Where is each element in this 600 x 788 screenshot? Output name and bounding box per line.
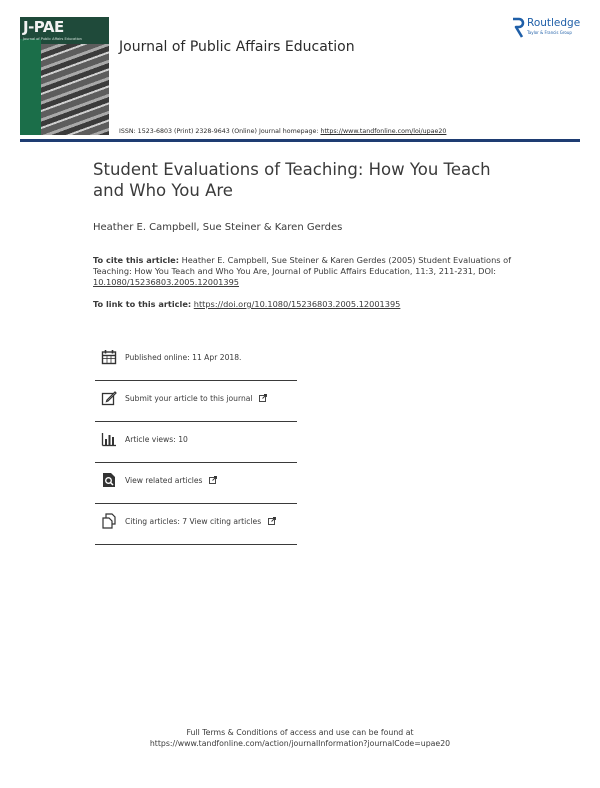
submit-article-row[interactable] <box>95 381 297 422</box>
citing-articles-row[interactable] <box>95 504 297 545</box>
related-articles-label[interactable]: View related articles <box>125 476 203 485</box>
article-views-row <box>95 422 297 463</box>
article-title: Student Evaluations of Teaching: How You Teach and Who You Are <box>93 160 491 200</box>
routledge-logo-icon <box>511 17 525 39</box>
article-authors: Heather E. Campbell, Sue Steiner & Karen Gerdes <box>93 222 343 233</box>
article-info-list <box>95 340 297 545</box>
external-link-icon <box>209 476 217 484</box>
citing-articles-link[interactable] <box>125 517 276 526</box>
search-document-icon <box>101 472 117 488</box>
cover-title: J-PAE <box>23 18 64 36</box>
journal-title: Journal of Public Affairs Education <box>119 39 355 55</box>
issn-line <box>119 128 446 135</box>
citing-documents-icon <box>101 513 117 529</box>
article-views-label: Article views: 10 <box>125 435 188 444</box>
header-rule <box>20 139 580 142</box>
journal-cover-image <box>20 17 109 135</box>
article-link-line <box>93 299 400 309</box>
publisher-logo-subtext: Taylor & Francis Group <box>527 30 572 35</box>
footer-terms <box>0 727 600 749</box>
related-articles-link[interactable] <box>125 476 217 485</box>
submit-article-label[interactable]: Submit your article to this journal <box>125 394 253 403</box>
publisher-logo <box>511 17 581 41</box>
bar-chart-icon <box>101 431 117 447</box>
submit-article-link[interactable] <box>125 394 267 403</box>
journal-homepage-link[interactable]: https://www.tandfonline.com/loi/upae20 <box>320 128 447 135</box>
citation-block <box>93 255 523 288</box>
external-link-icon <box>259 394 267 402</box>
issn-text: ISSN: 1523-6803 (Print) 2328-9643 (Online) Journal homepage: <box>119 128 319 135</box>
cover-subtitle: Journal of Public Affairs Education <box>23 37 82 41</box>
citation-doi-link[interactable]: 10.1080/15236803.2005.12001395 <box>93 277 240 287</box>
published-online-label: Published online: 11 Apr 2018. <box>125 353 242 362</box>
citation-text: Heather E. Campbell, Sue Steiner & Karen Gerdes (2005) Student Evaluations of Teaching: How You Teach and Who You Are, Journal of Public Affairs Education, 11:3, 211-231, DOI: <box>93 255 512 276</box>
citation-label: To cite this article: <box>93 255 179 265</box>
citing-articles-label[interactable]: Citing articles: 7 View citing articles <box>125 517 262 526</box>
article-link-label: To link to this article: <box>93 299 192 309</box>
article-doi-link[interactable]: https://doi.org/10.1080/15236803.2005.12001395 <box>193 299 401 309</box>
edit-icon <box>101 390 117 406</box>
external-link-icon <box>268 517 276 525</box>
cover-color-strip <box>20 39 41 135</box>
publisher-logo-text: Routledge <box>527 17 581 29</box>
calendar-icon <box>101 349 117 365</box>
footer-terms-text: Full Terms & Conditions of access and use can be found at <box>186 728 414 737</box>
related-articles-row[interactable] <box>95 463 297 504</box>
published-online-row <box>95 340 297 381</box>
cover-photo <box>41 44 109 135</box>
footer-terms-link[interactable]: https://www.tandfonline.com/action/journalInformation?journalCode=upae20 <box>149 739 451 748</box>
